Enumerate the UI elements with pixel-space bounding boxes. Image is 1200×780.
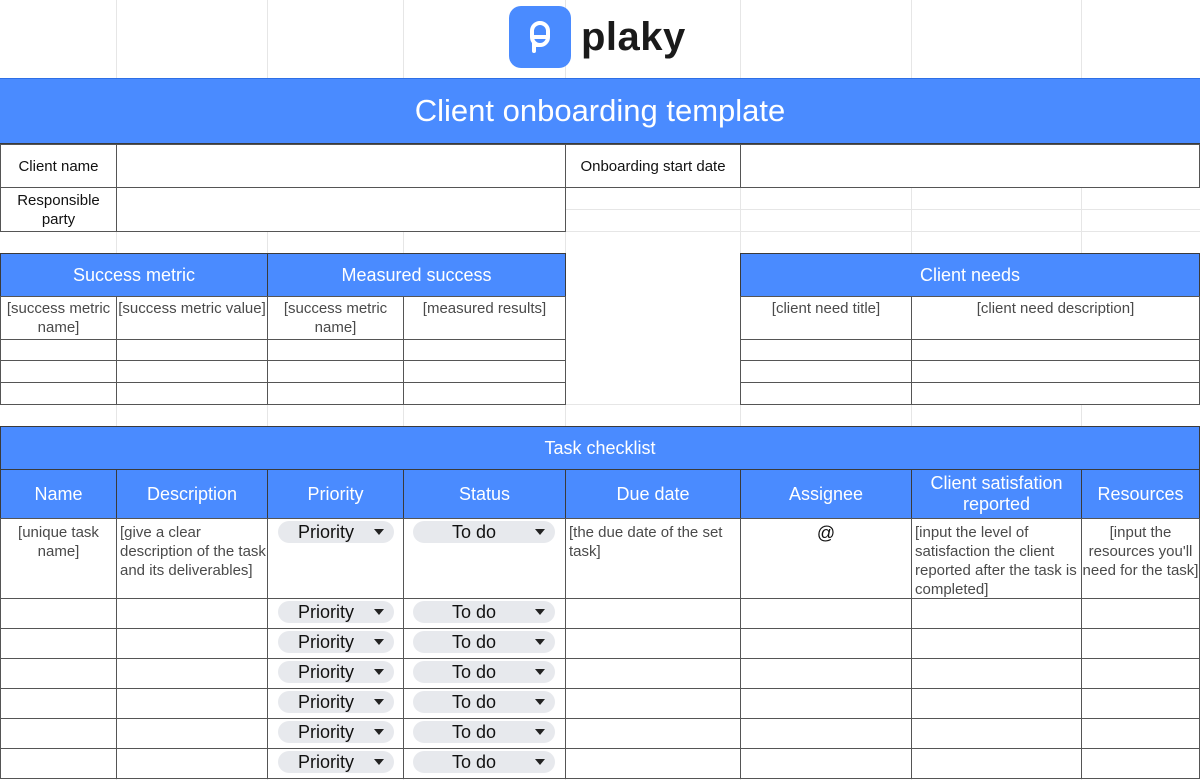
chevron-down-icon (535, 609, 545, 615)
task-cell[interactable] (116, 718, 268, 749)
task-name-placeholder[interactable]: [unique task name] (0, 518, 117, 599)
task-cell[interactable] (565, 748, 741, 779)
priority-dropdown[interactable] (278, 721, 394, 743)
task-cell[interactable] (116, 748, 268, 779)
success-cell[interactable] (267, 360, 404, 383)
client-need-cell[interactable] (740, 339, 912, 361)
success-cell[interactable] (0, 339, 117, 361)
task-cell[interactable] (116, 628, 268, 659)
task-cell[interactable] (0, 748, 117, 779)
status-dropdown[interactable] (413, 631, 555, 653)
task-description-placeholder[interactable]: [give a clear description of the task and its deliverables] (116, 518, 268, 599)
col-due-date: Due date (565, 469, 741, 519)
success-cell[interactable] (267, 339, 404, 361)
success-cell[interactable] (403, 382, 566, 405)
responsible-label: Responsible party (0, 187, 117, 232)
col-status: Status (403, 469, 566, 519)
task-cell[interactable] (740, 718, 912, 749)
task-cell[interactable] (740, 688, 912, 719)
task-cell[interactable] (740, 658, 912, 689)
assignee-mention[interactable]: @ (740, 518, 912, 599)
measured-success-header: Measured success (267, 253, 566, 297)
priority-dropdown-label: Priority (297, 721, 354, 742)
brand-name: plaky (581, 14, 686, 59)
col-client-satisfaction: Client satisfation reported (911, 469, 1082, 519)
task-checklist-header: Task checklist (0, 426, 1200, 470)
task-cell[interactable] (911, 658, 1082, 689)
success-cell[interactable] (116, 382, 268, 405)
task-cell[interactable] (911, 748, 1082, 779)
task-cell[interactable] (911, 688, 1082, 719)
responsible-field[interactable] (116, 187, 566, 232)
chevron-down-icon (535, 529, 545, 535)
priority-dropdown-label: Priority (297, 661, 354, 682)
status-dropdown-label: To do (451, 661, 497, 682)
col-description: Description (116, 469, 268, 519)
col-name: Name (0, 469, 117, 519)
status-dropdown[interactable] (413, 521, 555, 543)
success-cell[interactable] (403, 360, 566, 383)
client-need-cell[interactable] (740, 382, 912, 405)
task-cell[interactable] (565, 658, 741, 689)
chevron-down-icon (374, 609, 384, 615)
chevron-down-icon (374, 639, 384, 645)
plaky-logo-icon (509, 6, 571, 68)
status-dropdown-label: To do (451, 521, 497, 542)
success-cell[interactable] (0, 360, 117, 383)
task-cell[interactable] (0, 628, 117, 659)
chevron-down-icon (535, 759, 545, 765)
task-cell[interactable] (0, 658, 117, 689)
priority-dropdown[interactable] (278, 661, 394, 683)
chevron-down-icon (374, 669, 384, 675)
col-assignee: Assignee (740, 469, 912, 519)
task-cell[interactable] (0, 718, 117, 749)
status-dropdown[interactable] (413, 661, 555, 683)
priority-dropdown[interactable] (278, 631, 394, 653)
priority-dropdown-label: Priority (297, 691, 354, 712)
task-cell[interactable] (1081, 598, 1200, 629)
status-dropdown-label: To do (451, 721, 497, 742)
task-due-date-placeholder[interactable]: [the due date of the set task] (565, 518, 741, 599)
success-metric-header: Success metric (0, 253, 268, 297)
task-cell[interactable] (565, 598, 741, 629)
client-need-cell[interactable] (911, 339, 1200, 361)
task-cell[interactable] (565, 688, 741, 719)
chevron-down-icon (535, 639, 545, 645)
chevron-down-icon (535, 669, 545, 675)
priority-dropdown-label: Priority (297, 521, 354, 542)
start-date-label: Onboarding start date (565, 144, 741, 188)
plaky-logo (509, 6, 686, 68)
status-dropdown[interactable] (413, 691, 555, 713)
chevron-down-icon (374, 529, 384, 535)
task-cell[interactable] (1081, 718, 1200, 749)
page-title: Client onboarding template (0, 78, 1200, 144)
task-satisfaction-placeholder[interactable]: [input the level of satisfaction the client reported after the task is completed] (911, 518, 1082, 599)
success-cell[interactable] (403, 339, 566, 361)
chevron-down-icon (374, 729, 384, 735)
task-cell[interactable] (116, 598, 268, 629)
task-cell[interactable] (116, 688, 268, 719)
priority-dropdown[interactable] (278, 601, 394, 623)
client-need-title-placeholder[interactable]: [client need title] (740, 296, 912, 340)
task-cell[interactable] (740, 598, 912, 629)
task-cell[interactable] (1081, 688, 1200, 719)
status-dropdown[interactable] (413, 601, 555, 623)
task-cell[interactable] (565, 718, 741, 749)
client-need-cell[interactable] (740, 360, 912, 383)
status-dropdown-label: To do (451, 691, 497, 712)
task-cell[interactable] (0, 688, 117, 719)
success-cell[interactable] (116, 360, 268, 383)
col-resources: Resources (1081, 469, 1200, 519)
chevron-down-icon (535, 729, 545, 735)
client-name-field[interactable] (116, 144, 566, 188)
task-cell[interactable] (740, 748, 912, 779)
success-metric-value-placeholder[interactable]: [success metric value] (116, 296, 268, 340)
chevron-down-icon (374, 759, 384, 765)
status-dropdown-label: To do (451, 601, 497, 622)
success-cell[interactable] (0, 382, 117, 405)
priority-dropdown-label: Priority (297, 601, 354, 622)
priority-dropdown-label: Priority (297, 751, 354, 772)
client-needs-header: Client needs (740, 253, 1200, 297)
measured-metric-name-placeholder[interactable]: [success metric name] (267, 296, 404, 340)
status-dropdown[interactable] (413, 751, 555, 773)
status-dropdown-label: To do (451, 751, 497, 772)
task-cell[interactable] (1081, 658, 1200, 689)
priority-dropdown-label: Priority (297, 631, 354, 652)
client-need-description-placeholder[interactable]: [client need description] (911, 296, 1200, 340)
task-cell[interactable] (911, 628, 1082, 659)
client-name-label: Client name (0, 144, 117, 188)
chevron-down-icon (535, 699, 545, 705)
task-cell[interactable] (0, 598, 117, 629)
task-cell[interactable] (911, 718, 1082, 749)
client-need-cell[interactable] (911, 360, 1200, 383)
task-cell[interactable] (740, 628, 912, 659)
measured-results-placeholder[interactable]: [measured results] (403, 296, 566, 340)
col-priority: Priority (267, 469, 404, 519)
chevron-down-icon (374, 699, 384, 705)
task-cell[interactable] (116, 658, 268, 689)
status-dropdown[interactable] (413, 721, 555, 743)
priority-dropdown[interactable] (278, 691, 394, 713)
task-cell[interactable] (911, 598, 1082, 629)
task-resources-placeholder[interactable]: [input the resources you'll need for the task] (1081, 518, 1200, 599)
task-cell[interactable] (1081, 748, 1200, 779)
client-need-cell[interactable] (911, 382, 1200, 405)
task-cell[interactable] (1081, 628, 1200, 659)
success-cell[interactable] (116, 339, 268, 361)
start-date-field[interactable] (740, 144, 1200, 188)
priority-dropdown[interactable] (278, 751, 394, 773)
status-dropdown-label: To do (451, 631, 497, 652)
success-metric-name-placeholder[interactable]: [success metric name] (0, 296, 117, 340)
success-cell[interactable] (267, 382, 404, 405)
task-cell[interactable] (565, 628, 741, 659)
priority-dropdown[interactable] (278, 521, 394, 543)
